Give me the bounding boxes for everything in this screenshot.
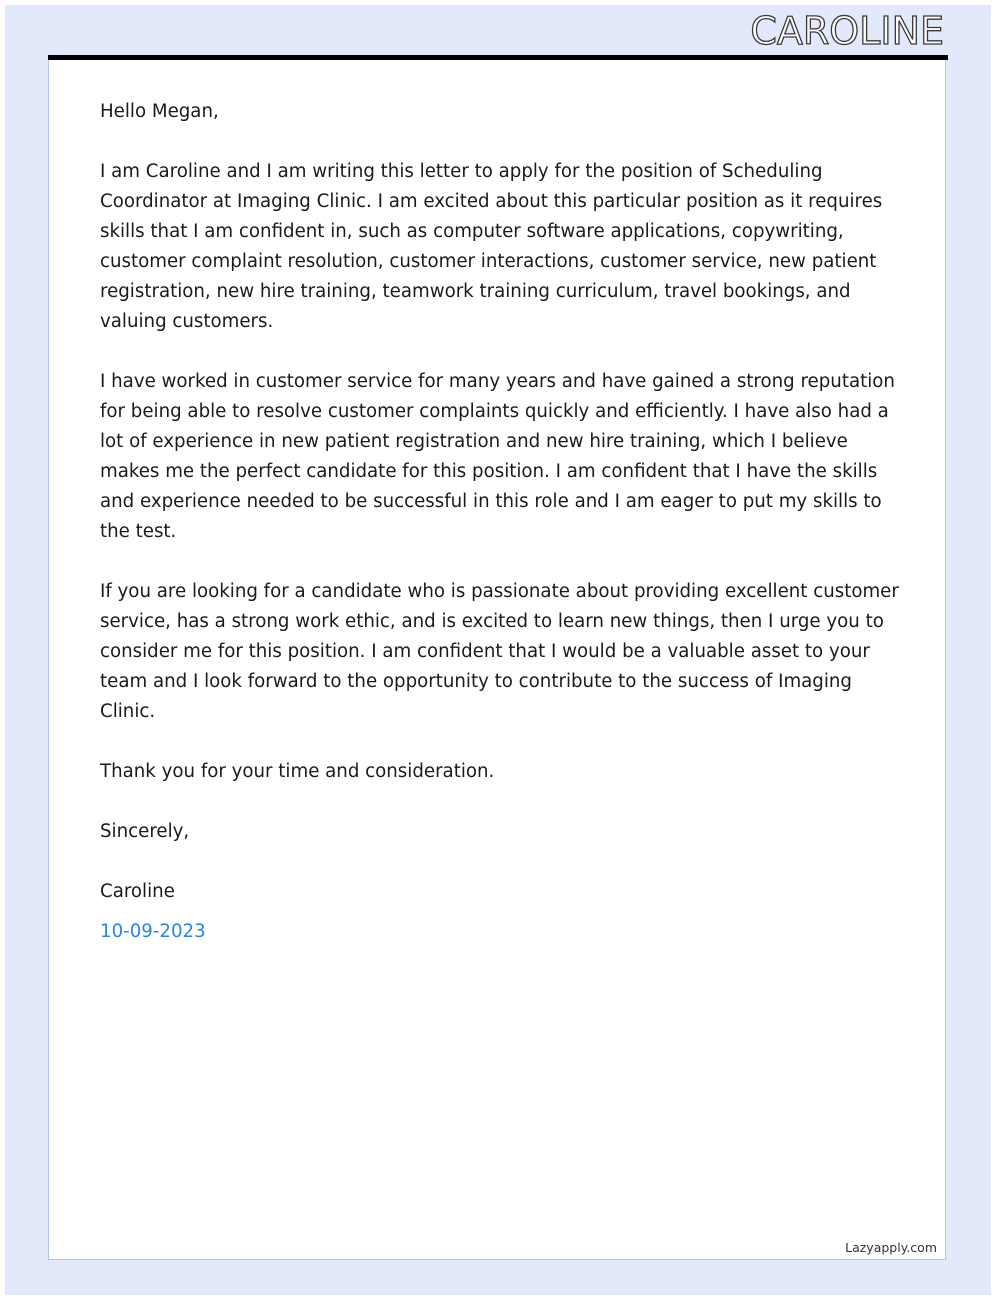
letter-paragraph-thanks: Thank you for your time and consideration. [100,761,495,782]
letter-greeting: Hello Megan, [100,101,219,122]
letter-date: 10-09-2023 [100,921,206,942]
letter-paragraph-pitch: If you are looking for a candidate who is passionate about providing excellent customer service, has a strong work ethic, and is excited to learn new things, then I urge you to consider me for this position. I am confident that I would be a valuable asset to your team and I look forward to the opportunity to contribute to the success of Imaging Clinic. [100,581,899,722]
letter-paragraph-experience: I have worked in customer service for many years and have gained a strong reputation for being able to resolve customer complaints quickly and efficiently. I have also had a lot of experience in new patient registration and new hire training, which I believe makes me the perfect candidate for this position. I am confident that I have the skills and experience needed to be successful in this role and I am eager to put my skills to the test. [100,371,895,542]
letter-body [100,97,900,947]
letter-paragraph-intro: I am Caroline and I am writing this letter to apply for the position of Scheduling Coordinator at Imaging Clinic. I am excited about this particular position as it requires skills that I am confident in, such as computer software applications, copywriting, customer complaint resolution, customer interactions, customer service, new patient registration, new hire training, teamwork training curriculum, travel bookings, and valuing customers. [100,161,883,332]
footer-watermark: Lazyapply.com [845,1240,937,1255]
letter-signature: Caroline [100,881,175,902]
letter-closing: Sincerely, [100,821,190,842]
letter-page [48,60,946,1260]
header-name: CAROLINE [750,9,944,53]
